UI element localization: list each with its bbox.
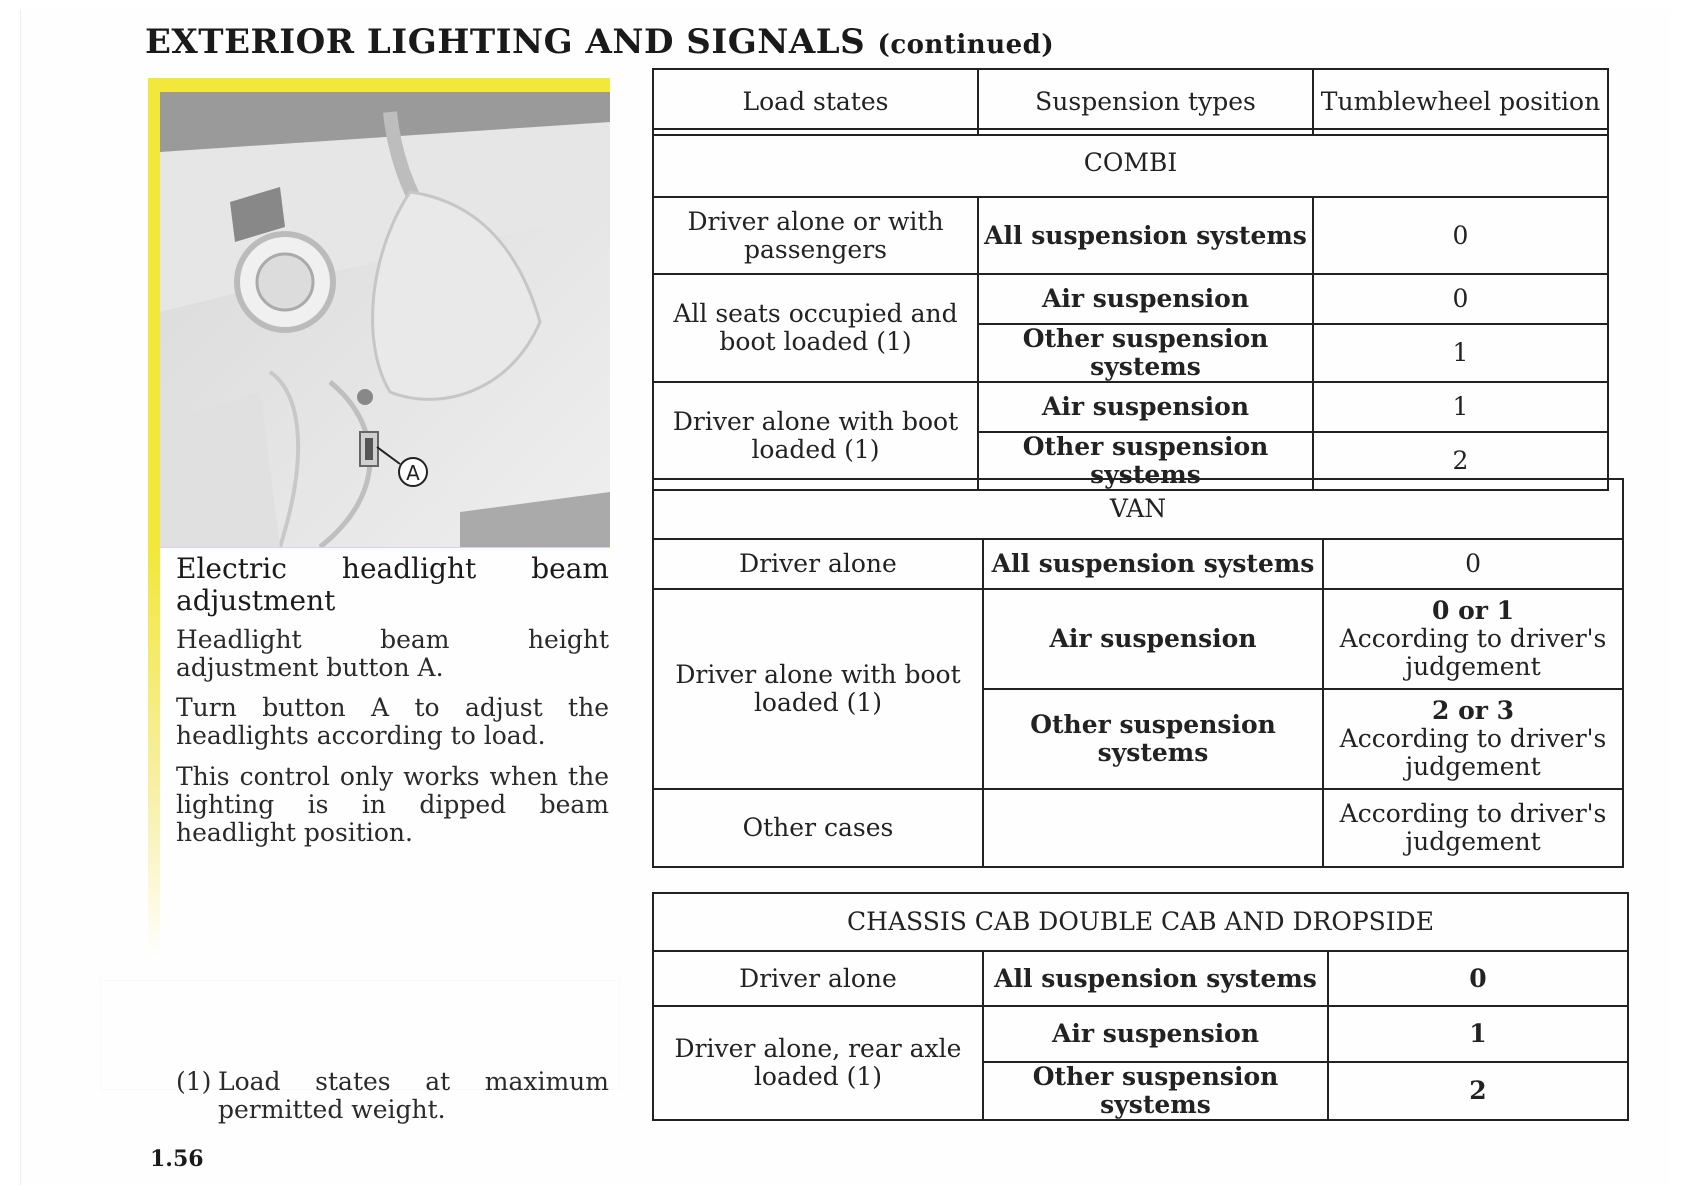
chassis-title: CHASSIS CAB DOUBLE CAB AND DROPSIDE: [653, 893, 1628, 951]
column-header-table: [652, 68, 1609, 136]
suspension-cell: Air suspension: [983, 589, 1323, 689]
load-state-cell: Driver alone with boot loaded (1): [653, 382, 978, 490]
position-cell: [1323, 589, 1623, 689]
position-cell: 0: [1313, 197, 1608, 274]
header-suspension-types: Suspension types: [978, 69, 1313, 135]
van-title: VAN: [653, 479, 1623, 539]
page-title: [145, 22, 1054, 62]
position-note: According to driver's judgement: [1323, 789, 1623, 867]
position-value: 2 or 3: [1431, 696, 1515, 725]
paragraph-button-description: Headlight beam height adjustment button A.: [176, 625, 609, 682]
position-cell: [1323, 689, 1623, 789]
yellow-margin-bar: [148, 548, 160, 960]
position-cell: 0: [1313, 274, 1608, 324]
footnote-marker: (1): [176, 1067, 212, 1096]
position-cell: 1: [1313, 382, 1608, 432]
position-cell: 0: [1328, 951, 1628, 1006]
suspension-cell: All suspension systems: [983, 539, 1323, 589]
chassis-table: [652, 892, 1629, 1121]
suspension-cell: All suspension systems: [978, 197, 1313, 274]
load-state-cell: Driver alone, rear axle loaded (1): [653, 1006, 983, 1120]
position-cell: 0: [1323, 539, 1623, 589]
callout-label-a: A: [406, 461, 420, 485]
suspension-cell-empty: [983, 789, 1323, 867]
footnote: [176, 1068, 609, 1124]
suspension-cell: Other suspension systems: [978, 432, 1313, 490]
dashboard-photo: [160, 92, 610, 547]
header-tumblewheel-position: Tumblewheel position: [1313, 69, 1608, 135]
load-state-cell: All seats occupied and boot loaded (1): [653, 274, 978, 382]
page-title-suffix: (continued): [877, 30, 1055, 60]
table-row: [653, 589, 1623, 689]
table-row: [653, 789, 1623, 867]
suspension-cell: Air suspension: [983, 1006, 1328, 1062]
combi-title: COMBI: [653, 129, 1608, 197]
suspension-cell: All suspension systems: [983, 951, 1328, 1006]
van-table: [652, 478, 1624, 868]
table-row: [653, 539, 1623, 589]
combi-table: [652, 128, 1609, 491]
suspension-cell: Air suspension: [978, 274, 1313, 324]
page-title-main: EXTERIOR LIGHTING AND SIGNALS: [145, 22, 866, 62]
table-row: [653, 1006, 1628, 1062]
page-number: 1.56: [150, 1146, 204, 1172]
header-load-states: Load states: [653, 69, 978, 135]
load-state-cell: Other cases: [653, 789, 983, 867]
position-note: According to driver's judgement: [1339, 624, 1607, 681]
position-cell: 1: [1328, 1006, 1628, 1062]
position-cell: 2: [1313, 432, 1608, 490]
position-value: 0 or 1: [1431, 596, 1515, 625]
position-cell: 1: [1313, 324, 1608, 382]
table-row: [653, 951, 1628, 1006]
section-heading: Electric headlight beam adjustment: [176, 552, 609, 617]
position-cell: 2: [1328, 1062, 1628, 1120]
table-row: [653, 274, 1608, 324]
suspension-cell: Other suspension systems: [983, 1062, 1328, 1120]
paragraph-turn-button: Turn button A to adjust the headlights according to load.: [176, 693, 609, 750]
load-state-cell: Driver alone with boot loaded (1): [653, 589, 983, 789]
paragraph-dipped-beam-note: This control only works when the lighting is in dipped beam headlight position.: [176, 762, 609, 847]
suspension-cell: Other suspension systems: [983, 689, 1323, 789]
load-state-cell: Driver alone: [653, 951, 983, 1006]
position-note: According to driver's judgement: [1339, 724, 1607, 781]
footnote-text: Load states at maximum permitted weight.: [218, 1067, 609, 1124]
suspension-cell: Air suspension: [978, 382, 1313, 432]
table-row: [653, 382, 1608, 432]
load-state-cell: Driver alone or with passengers: [653, 197, 978, 274]
table-row: [653, 197, 1608, 274]
suspension-cell: Other suspension systems: [978, 324, 1313, 382]
load-state-cell: Driver alone: [653, 539, 983, 589]
